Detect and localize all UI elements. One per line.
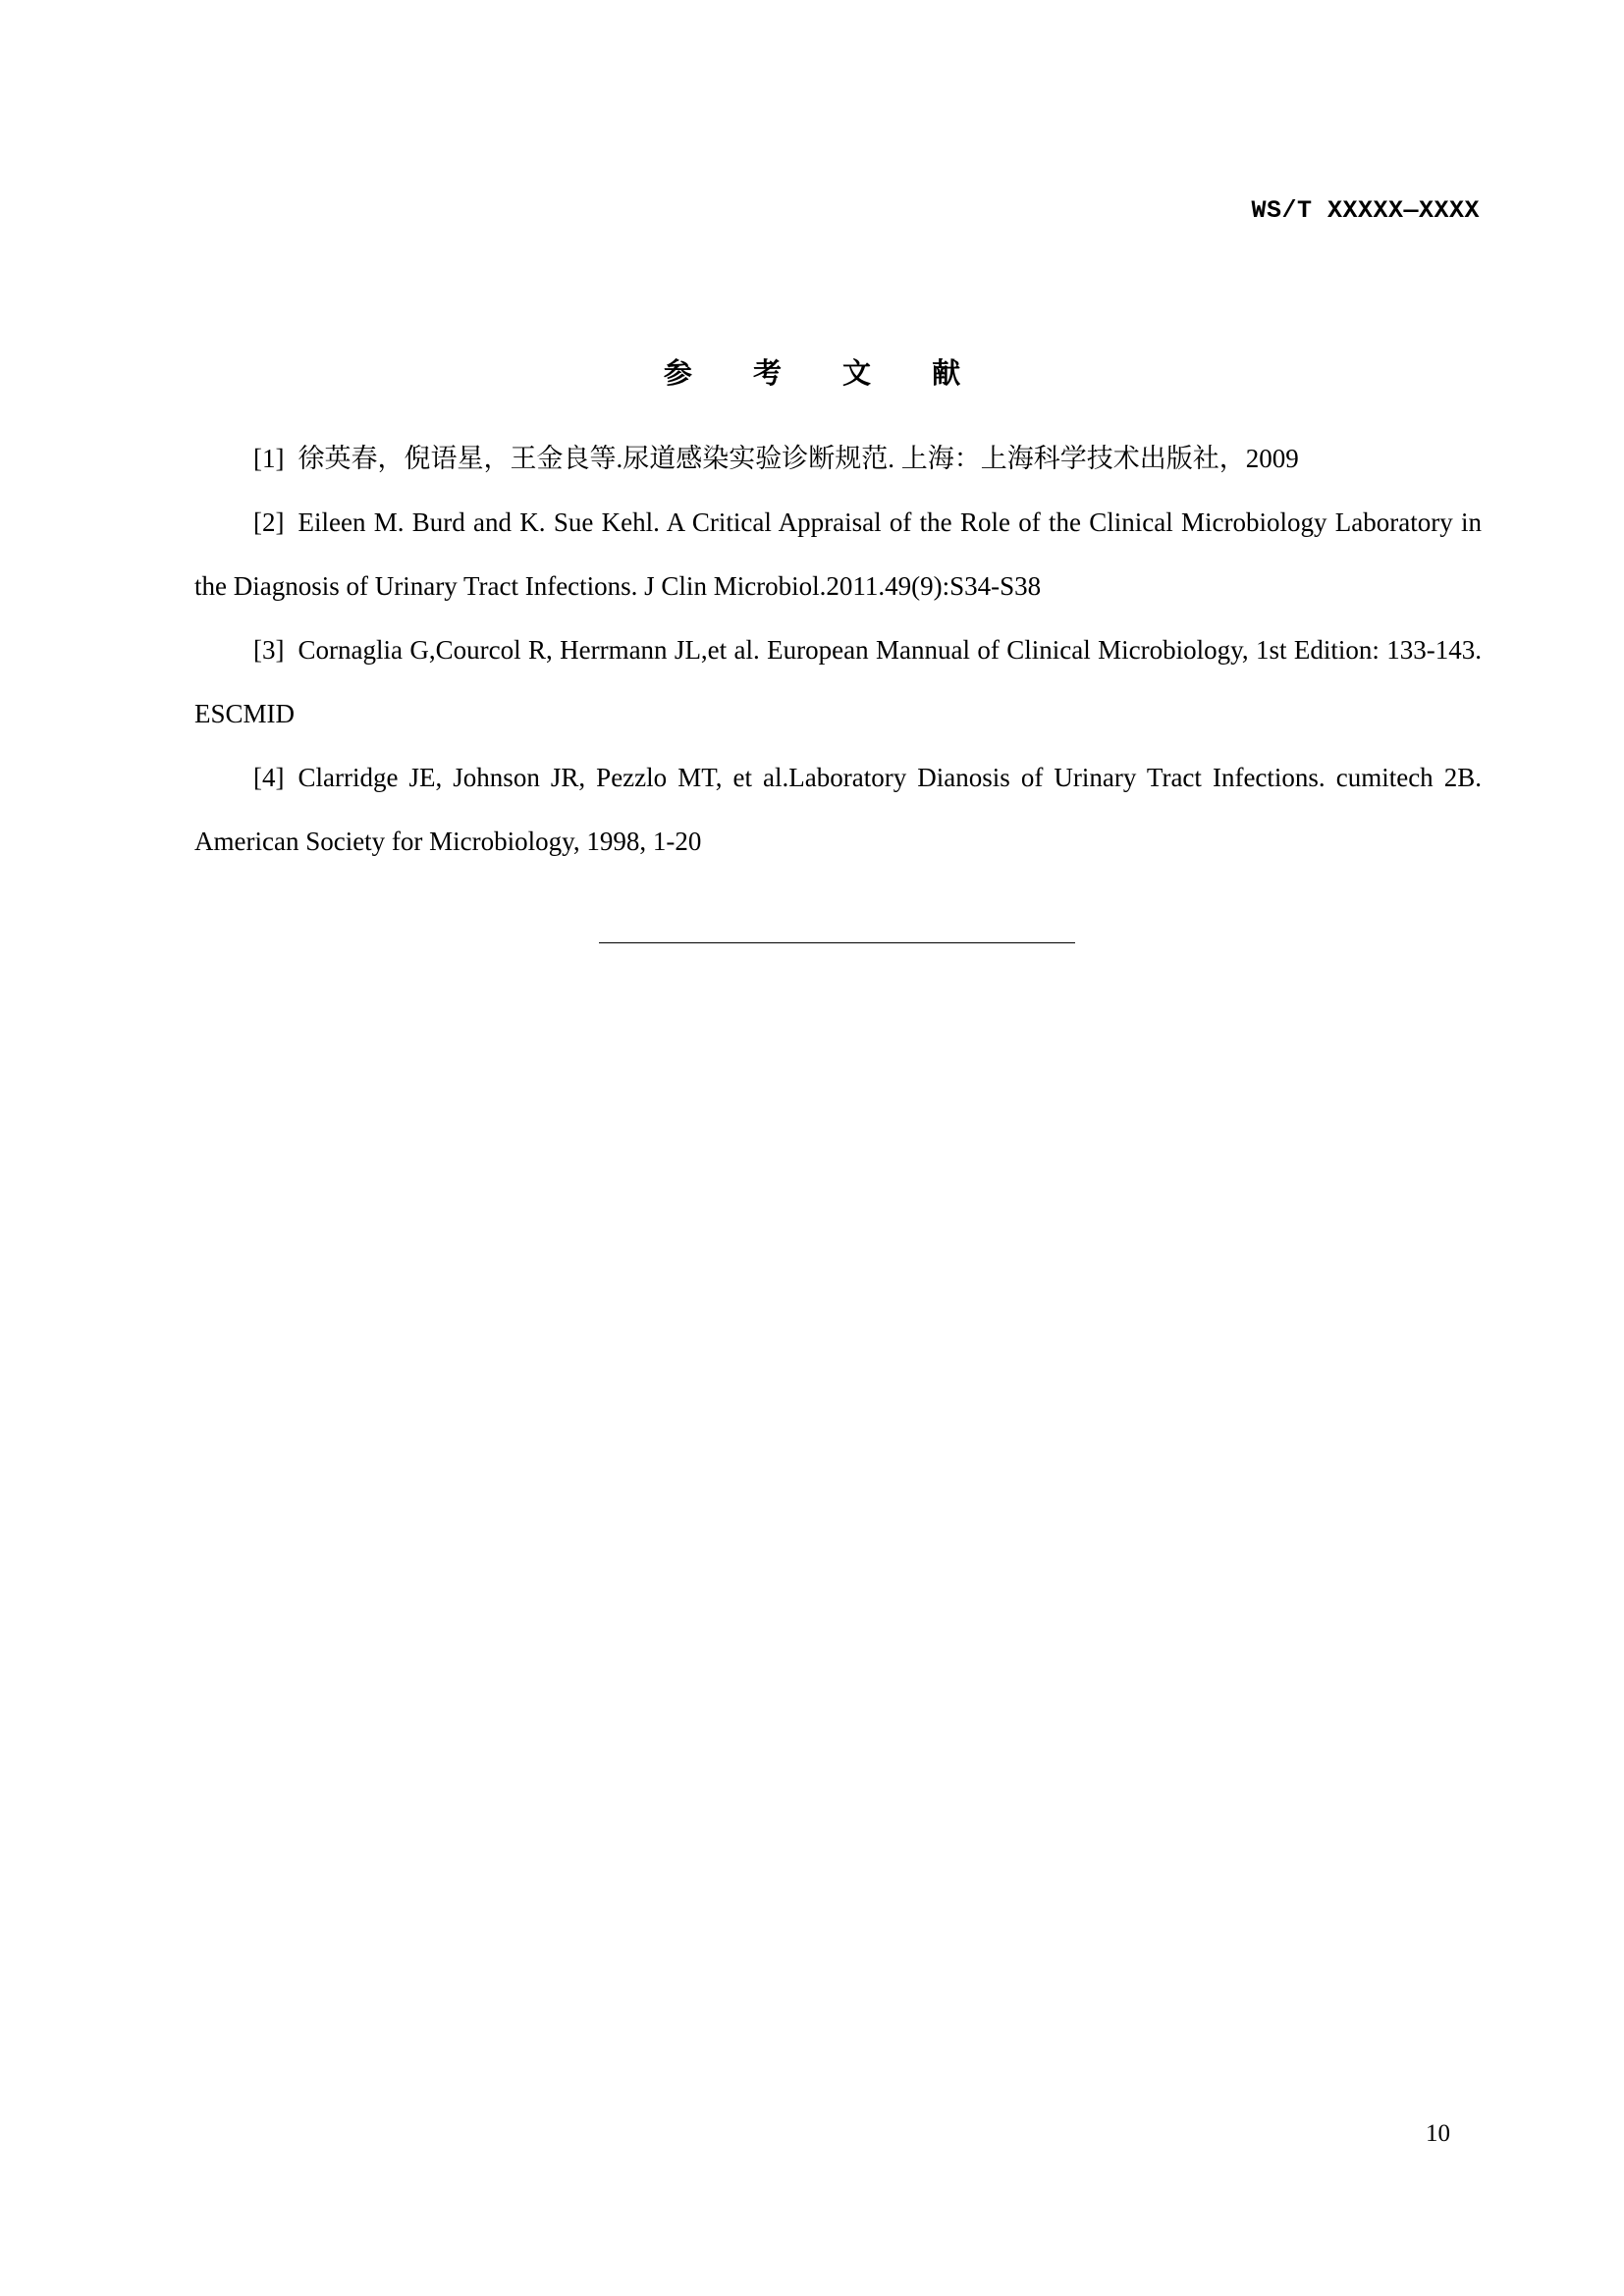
reference-number: [3] [253,635,285,665]
reference-list [194,427,1482,874]
end-rule [599,942,1075,943]
reference-item-3 [194,618,1482,746]
reference-text: 徐英春，倪语星，王金良等.尿道感染实验诊断规范. 上海：上海科学技术出版社，2009 [298,444,1299,473]
reference-item-4 [194,746,1482,874]
reference-item-1 [194,427,1482,491]
reference-number: [2] [253,507,285,537]
reference-number: [1] [253,444,285,473]
standard-code-header: WS/T XXXXX—XXXX [1251,196,1480,225]
reference-text: Clarridge JE, Johnson JR, Pezzlo MT, et al.Laboratory Dianosis of Urinary Tract Infections. cumitech 2B. American Society for Microbiology, 1998, 1-20 [194,763,1482,856]
page-number: 10 [1426,2120,1450,2147]
reference-number: [4] [253,763,285,792]
references-title: 参 考 文 献 [663,356,987,390]
reference-text: Cornaglia G,Courcol R, Herrmann JL,et al. European Mannual of Clinical Microbiology, 1st Edition: 133-143. ESCMID [194,635,1482,728]
reference-item-2 [194,491,1482,618]
reference-text: Eileen M. Burd and K. Sue Kehl. A Critical Appraisal of the Role of the Clinical Microbiology Laboratory in the Diagnosis of Urinary Tract Infections. J Clin Microbiol.2011.49(9):S34-S38 [194,507,1482,601]
